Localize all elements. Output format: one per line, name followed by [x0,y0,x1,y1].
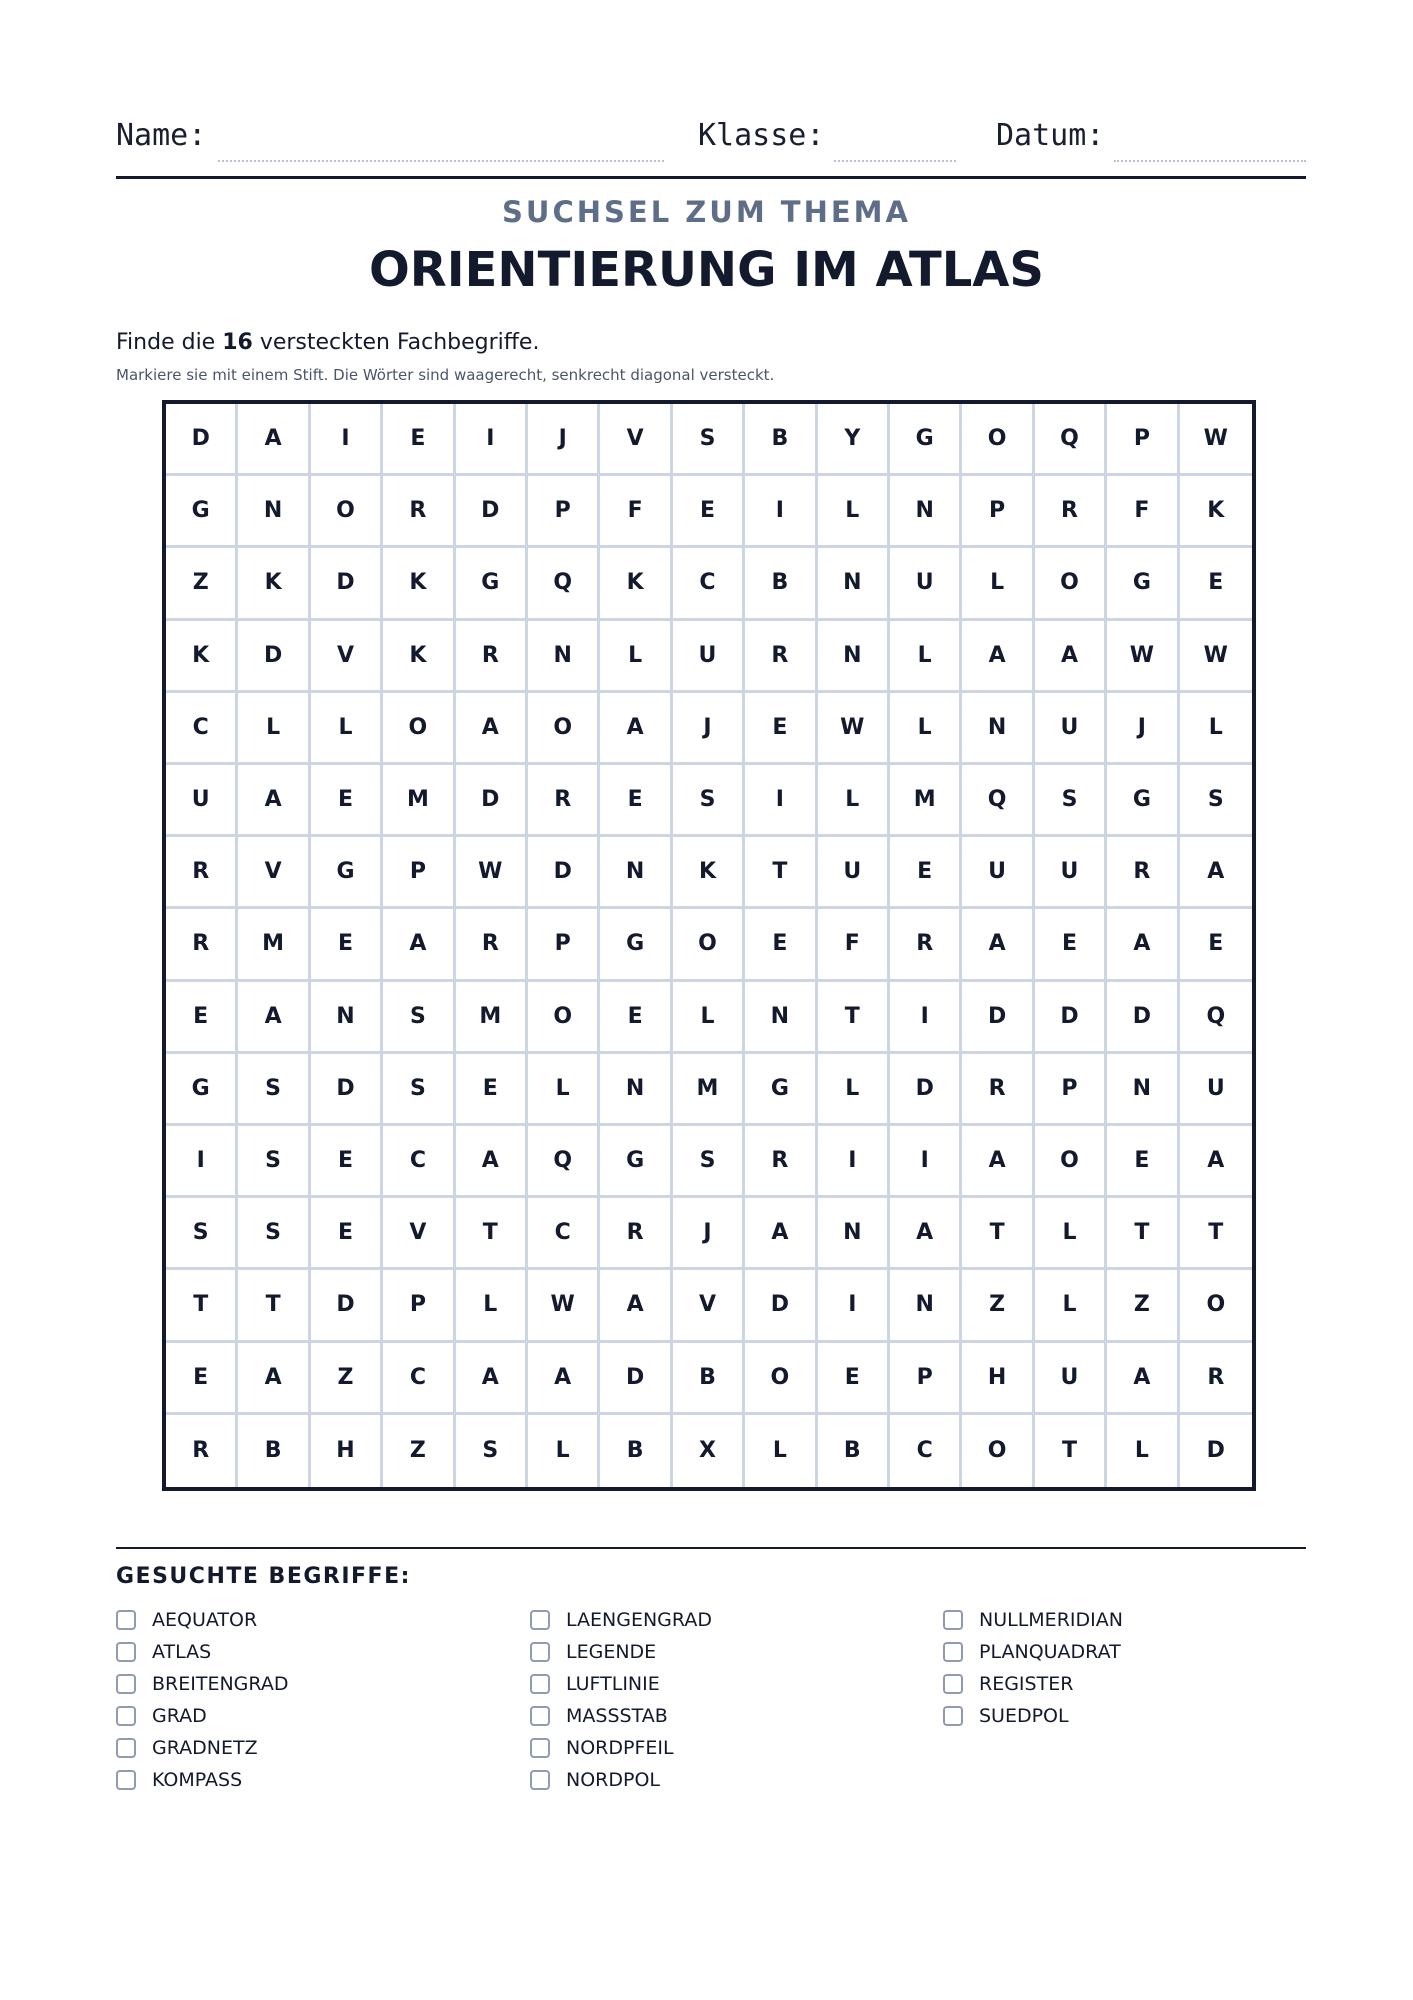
grid-cell[interactable]: K [600,548,672,620]
grid-cell[interactable]: A [238,1343,310,1415]
grid-cell[interactable]: N [311,982,383,1054]
grid-cell[interactable]: E [311,1198,383,1270]
word-checkbox[interactable] [116,1770,136,1790]
grid-cell[interactable]: R [1180,1343,1252,1415]
grid-cell[interactable]: R [383,476,455,548]
grid-cell[interactable]: O [1180,1270,1252,1342]
grid-cell[interactable]: I [166,1126,238,1198]
grid-cell[interactable]: V [238,837,310,909]
word-label: NULLMERIDIAN [979,1609,1123,1631]
grid-cell[interactable]: J [673,693,745,765]
grid-cell[interactable]: C [383,1126,455,1198]
grid-cell[interactable]: S [383,982,455,1054]
grid-cell[interactable]: A [745,1198,817,1270]
grid-cell[interactable]: P [962,476,1034,548]
grid-cell[interactable]: G [456,548,528,620]
grid-cell[interactable]: I [818,1270,890,1342]
grid-cell[interactable]: R [890,909,962,981]
grid-cell[interactable]: L [456,1270,528,1342]
word-checkbox[interactable] [530,1706,550,1726]
grid-cell[interactable]: A [238,765,310,837]
grid-cell[interactable]: O [1035,548,1107,620]
grid-cell[interactable]: K [673,837,745,909]
grid-cell[interactable]: S [673,765,745,837]
grid-cell[interactable]: V [311,621,383,693]
word-count: 16 [222,330,253,355]
word-column-1 [116,1604,288,1796]
grid-cell[interactable]: L [1035,1198,1107,1270]
grid-cell[interactable]: Z [383,1415,455,1487]
grid-cell[interactable]: G [1107,765,1179,837]
grid-cell[interactable]: S [456,1415,528,1487]
grid-cell[interactable]: A [383,909,455,981]
grid-cell[interactable]: A [456,1126,528,1198]
grid-cell[interactable]: F [818,909,890,981]
grid-cell[interactable]: D [890,1054,962,1126]
grid-cell[interactable]: K [383,548,455,620]
grid-cell[interactable]: C [673,548,745,620]
grid-cell[interactable]: E [600,982,672,1054]
grid-cell[interactable]: A [238,982,310,1054]
word-list-item [943,1636,1123,1668]
grid-cell[interactable]: E [311,765,383,837]
grid-cell[interactable]: Z [311,1343,383,1415]
grid-cell[interactable]: D [1107,982,1179,1054]
grid-cell[interactable]: D [745,1270,817,1342]
word-label: LEGENDE [566,1641,657,1663]
grid-cell[interactable]: G [890,404,962,476]
class-label: Klasse: [698,118,825,153]
grid-cell[interactable]: D [311,548,383,620]
word-list-item [116,1700,288,1732]
puzzle-grid [162,400,1256,1491]
word-label: NORDPOL [566,1769,660,1791]
word-label: REGISTER [979,1673,1074,1695]
grid-cell[interactable]: D [238,621,310,693]
grid-cell[interactable]: D [456,476,528,548]
grid-cell[interactable]: C [890,1415,962,1487]
grid-cell[interactable]: D [528,837,600,909]
grid-cell[interactable]: C [383,1343,455,1415]
grid-cell[interactable]: I [890,1126,962,1198]
grid-cell[interactable]: W [456,837,528,909]
grid-cell[interactable]: N [818,548,890,620]
grid-cell[interactable]: R [456,621,528,693]
grid-cell[interactable]: O [673,909,745,981]
grid-cell[interactable]: T [962,1198,1034,1270]
grid-cell[interactable]: L [818,476,890,548]
instruction-text [116,330,539,355]
grid-cell[interactable]: K [166,621,238,693]
word-label: LAENGENGRAD [566,1609,712,1631]
header-divider [116,176,1306,179]
grid-cell[interactable]: L [818,765,890,837]
grid-cell[interactable]: I [745,765,817,837]
grid-cell[interactable]: U [1035,837,1107,909]
grid-cell[interactable]: E [166,982,238,1054]
name-label: Name: [116,118,207,153]
grid-cell[interactable]: D [311,1270,383,1342]
grid-cell[interactable]: I [311,404,383,476]
grid-cell[interactable]: O [311,476,383,548]
word-label: GRADNETZ [152,1737,258,1759]
grid-cell[interactable]: A [1035,621,1107,693]
grid-cell[interactable]: M [456,982,528,1054]
grid-cell[interactable]: I [456,404,528,476]
grid-cell[interactable]: N [238,476,310,548]
grid-cell[interactable]: Q [528,1126,600,1198]
grid-cell[interactable]: A [962,909,1034,981]
grid-cell[interactable]: T [238,1270,310,1342]
grid-cell[interactable]: E [1180,909,1252,981]
word-checkbox[interactable] [530,1738,550,1758]
grid-cell[interactable]: F [600,476,672,548]
grid-cell[interactable]: S [238,1198,310,1270]
word-checkbox[interactable] [530,1674,550,1694]
grid-cell[interactable]: E [1107,1126,1179,1198]
word-checkbox[interactable] [116,1610,136,1630]
grid-cell[interactable]: L [238,693,310,765]
grid-cell[interactable]: N [600,1054,672,1126]
grid-cell[interactable]: P [383,1270,455,1342]
grid-cell[interactable]: N [818,621,890,693]
word-list-item [116,1764,288,1796]
grid-cell[interactable]: S [1180,765,1252,837]
grid-cell[interactable]: Y [818,404,890,476]
letter-grid [166,404,1252,1487]
grid-cell[interactable]: D [600,1343,672,1415]
grid-cell[interactable]: U [890,548,962,620]
grid-cell[interactable]: R [1107,837,1179,909]
word-list-item [530,1668,712,1700]
grid-cell[interactable]: L [818,1054,890,1126]
grid-cell[interactable]: L [1035,1270,1107,1342]
grid-cell[interactable]: T [745,837,817,909]
grid-cell[interactable]: A [1107,1343,1179,1415]
grid-cell[interactable]: T [1107,1198,1179,1270]
instruction-suffix: versteckten Fachbegriffe. [252,330,540,355]
grid-cell[interactable]: M [383,765,455,837]
grid-cell[interactable]: L [745,1415,817,1487]
word-list-item [943,1700,1123,1732]
grid-cell[interactable]: J [528,404,600,476]
header-fields [116,118,1306,162]
name-field[interactable] [218,160,664,162]
instruction-prefix: Finde die [116,330,223,355]
grid-cell[interactable]: I [745,476,817,548]
grid-cell[interactable]: O [528,982,600,1054]
word-label: SUEDPOL [979,1705,1069,1727]
grid-cell[interactable]: W [1180,404,1252,476]
word-checkbox[interactable] [116,1706,136,1726]
word-checkbox[interactable] [943,1610,963,1630]
word-label: NORDPFEIL [566,1737,674,1759]
grid-cell[interactable]: V [600,404,672,476]
word-label: MASSSTAB [566,1705,668,1727]
grid-cell[interactable]: J [1107,693,1179,765]
grid-cell[interactable]: W [818,693,890,765]
grid-cell[interactable]: F [1107,476,1179,548]
word-list-item [116,1668,288,1700]
grid-cell[interactable]: L [962,548,1034,620]
list-divider [116,1547,1306,1549]
grid-cell[interactable]: T [456,1198,528,1270]
grid-cell[interactable]: R [600,1198,672,1270]
grid-cell[interactable]: T [166,1270,238,1342]
word-label: LUFTLINIE [566,1673,660,1695]
word-list-item [530,1764,712,1796]
page-title: ORIENTIERUNG IM ATLAS [369,242,1044,298]
grid-cell[interactable]: R [456,909,528,981]
grid-cell[interactable]: P [528,909,600,981]
grid-cell[interactable]: U [1035,693,1107,765]
grid-cell[interactable]: E [890,837,962,909]
word-label: KOMPASS [152,1769,243,1791]
grid-cell[interactable]: L [528,1054,600,1126]
grid-cell[interactable]: P [1107,404,1179,476]
grid-cell[interactable]: A [1180,1126,1252,1198]
word-list-title: GESUCHTE BEGRIFFE: [116,1564,411,1589]
grid-cell[interactable]: P [528,476,600,548]
grid-cell[interactable]: K [383,621,455,693]
grid-cell[interactable]: Z [962,1270,1034,1342]
word-label: BREITENGRAD [152,1673,289,1695]
grid-cell[interactable]: L [1180,693,1252,765]
grid-cell[interactable]: D [166,404,238,476]
word-column-2 [530,1604,712,1796]
grid-cell[interactable]: B [745,404,817,476]
grid-cell[interactable]: G [166,476,238,548]
grid-cell[interactable]: L [673,982,745,1054]
grid-cell[interactable]: H [962,1343,1034,1415]
grid-cell[interactable]: A [962,621,1034,693]
word-checkbox[interactable] [530,1610,550,1630]
grid-cell[interactable]: T [1035,1415,1107,1487]
grid-cell[interactable]: R [745,621,817,693]
grid-cell[interactable]: M [238,909,310,981]
grid-cell[interactable]: U [166,765,238,837]
grid-cell[interactable]: M [890,765,962,837]
grid-cell[interactable]: D [1206,1438,1225,1464]
grid-cell[interactable]: I [818,1126,890,1198]
grid-cell[interactable]: G [600,1126,672,1198]
grid-cell[interactable]: V [673,1270,745,1342]
grid-cell[interactable]: L [528,1415,600,1487]
word-label: PLANQUADRAT [979,1641,1121,1663]
grid-cell[interactable]: R [1035,476,1107,548]
grid-cell[interactable]: R [166,1415,238,1487]
grid-cell[interactable]: B [818,1415,890,1487]
grid-cell[interactable]: N [890,476,962,548]
grid-cell[interactable]: D [311,1054,383,1126]
grid-cell[interactable]: B [238,1415,310,1487]
grid-cell[interactable]: U [673,621,745,693]
word-list-item [116,1604,288,1636]
grid-cell[interactable]: Z [166,548,238,620]
grid-cell[interactable]: L [1107,1415,1179,1487]
grid-cell[interactable]: X [673,1415,745,1487]
grid-cell[interactable]: Q [1035,404,1107,476]
grid-cell[interactable]: J [673,1198,745,1270]
grid-cell[interactable]: N [962,693,1034,765]
grid-cell[interactable]: M [673,1054,745,1126]
grid-cell[interactable]: E [311,1126,383,1198]
grid-cell[interactable]: K [238,548,310,620]
page-subtitle: SUCHSEL ZUM THEMA [502,195,911,229]
grid-cell[interactable]: A [1180,837,1252,909]
grid-cell[interactable]: S [1035,765,1107,837]
grid-cell[interactable]: O [383,693,455,765]
grid-cell[interactable]: S [673,1126,745,1198]
grid-cell[interactable]: D [456,765,528,837]
grid-cell[interactable]: A [890,1198,962,1270]
grid-cell[interactable]: B [600,1415,672,1487]
grid-cell[interactable]: Z [1107,1270,1179,1342]
word-column-3 [943,1604,1123,1732]
grid-cell[interactable]: W [1107,621,1179,693]
grid-cell[interactable]: V [383,1198,455,1270]
word-list-item [116,1732,288,1764]
word-list-item [943,1604,1123,1636]
grid-cell[interactable]: L [890,693,962,765]
word-list-item [530,1636,712,1668]
grid-cell[interactable]: U [818,837,890,909]
grid-cell[interactable]: E [600,765,672,837]
grid-cell[interactable]: L [600,621,672,693]
grid-cell[interactable]: K [1180,476,1252,548]
grid-cell[interactable]: A [528,1343,600,1415]
word-label: ATLAS [152,1641,212,1663]
grid-cell[interactable]: C [528,1198,600,1270]
grid-cell[interactable]: A [238,404,310,476]
grid-cell[interactable]: B [745,548,817,620]
grid-cell[interactable]: G [600,909,672,981]
grid-cell[interactable]: E [311,909,383,981]
grid-cell[interactable]: N [1107,1054,1179,1126]
date-label: Datum: [996,118,1105,153]
grid-cell[interactable]: W [1180,621,1252,693]
grid-cell[interactable]: O [745,1343,817,1415]
word-label: GRAD [152,1705,207,1727]
word-checkbox[interactable] [943,1674,963,1694]
word-list-item [530,1604,712,1636]
grid-cell[interactable]: R [962,1054,1034,1126]
grid-cell[interactable]: E [745,909,817,981]
grid-cell[interactable]: A [456,1343,528,1415]
grid-cell[interactable]: O [1035,1126,1107,1198]
grid-cell[interactable]: G [311,837,383,909]
grid-cell[interactable]: L [311,693,383,765]
grid-cell[interactable]: P [1035,1054,1107,1126]
grid-cell[interactable]: N [528,621,600,693]
grid-cell[interactable]: S [238,1054,310,1126]
grid-cell[interactable]: A [600,1270,672,1342]
grid-cell[interactable]: E [745,693,817,765]
grid-cell[interactable]: Q [1180,982,1252,1054]
grid-cell[interactable]: O [528,693,600,765]
grid-cell[interactable]: E [1035,909,1107,981]
grid-cell[interactable]: S [673,404,745,476]
grid-cell[interactable]: N [818,1198,890,1270]
grid-cell[interactable]: E [383,404,455,476]
grid-cell[interactable]: E [818,1343,890,1415]
grid-cell[interactable]: B [673,1343,745,1415]
grid-cell[interactable]: N [600,837,672,909]
word-list-item [530,1732,712,1764]
word-checkbox[interactable] [943,1706,963,1726]
grid-cell[interactable]: E [166,1343,238,1415]
instruction-detail: Markiere sie mit einem Stift. Die Wörter sind waagerecht, senkrecht diagonal versteckt. [116,366,775,384]
word-list-item [116,1636,288,1668]
grid-cell[interactable]: S [238,1126,310,1198]
grid-cell[interactable]: L [890,621,962,693]
grid-cell[interactable]: O [962,404,1034,476]
grid-cell[interactable]: U [962,837,1034,909]
word-checkbox[interactable] [116,1674,136,1694]
grid-cell[interactable]: H [311,1415,383,1487]
grid-cell[interactable]: R [166,909,238,981]
date-field[interactable] [1114,160,1306,162]
grid-cell[interactable]: E [673,476,745,548]
grid-cell[interactable]: O [962,1415,1034,1487]
word-label: AEQUATOR [152,1609,258,1631]
grid-cell[interactable]: U [1180,1054,1252,1126]
grid-cell[interactable]: D [962,982,1034,1054]
grid-cell[interactable]: S [383,1054,455,1126]
grid-cell[interactable]: G [745,1054,817,1126]
grid-cell[interactable]: S [166,1198,238,1270]
grid-cell[interactable]: G [166,1054,238,1126]
grid-cell[interactable]: A [600,693,672,765]
word-checkbox[interactable] [530,1770,550,1790]
grid-cell[interactable]: A [962,1126,1034,1198]
grid-cell[interactable]: D [1035,982,1107,1054]
grid-cell[interactable]: R [745,1126,817,1198]
grid-cell[interactable]: R [166,837,238,909]
grid-cell[interactable]: N [745,982,817,1054]
grid-cell[interactable]: Q [528,548,600,620]
grid-cell[interactable]: I [890,982,962,1054]
grid-cell[interactable]: C [166,693,238,765]
word-checkbox[interactable] [116,1738,136,1758]
grid-cell[interactable]: Q [962,765,1034,837]
grid-cell[interactable]: T [1180,1198,1252,1270]
word-checkbox[interactable] [116,1642,136,1662]
word-list-item [943,1668,1123,1700]
grid-cell[interactable]: E [456,1054,528,1126]
grid-cell[interactable]: R [528,765,600,837]
grid-cell[interactable]: T [818,982,890,1054]
word-list-item [530,1700,712,1732]
grid-cell[interactable]: U [1035,1343,1107,1415]
grid-cell[interactable]: W [528,1270,600,1342]
grid-cell[interactable]: P [890,1343,962,1415]
grid-cell[interactable]: A [456,693,528,765]
class-field[interactable] [834,160,956,162]
grid-cell[interactable]: N [890,1270,962,1342]
grid-cell[interactable]: P [383,837,455,909]
grid-cell[interactable]: E [1180,548,1252,620]
word-checkbox[interactable] [530,1642,550,1662]
word-checkbox[interactable] [943,1642,963,1662]
grid-cell[interactable]: G [1107,548,1179,620]
grid-cell[interactable]: A [1107,909,1179,981]
